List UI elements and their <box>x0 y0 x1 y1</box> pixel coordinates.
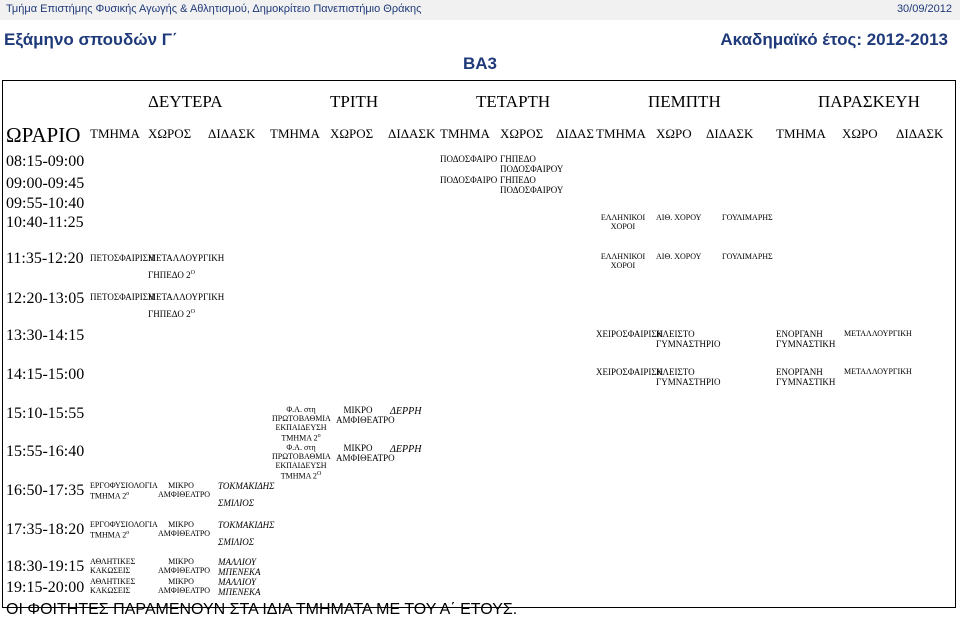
class-room: ΜΙΚΡΟ ΑΜΦΙΘΕΑΤΡΟ <box>158 520 211 538</box>
class-course: ΧΕΙΡΟΣΦΑΙΡΙΣΗ <box>596 329 664 339</box>
class-room: ΜΕΤΑΛΛΟΥΡΓΙΚΗ <box>148 292 225 302</box>
class-room-detail: ΓΗΠΕΔΟ $2^O$ <box>148 270 195 280</box>
time-slot: 14:15-15:00 <box>6 366 85 383</box>
class-room: ΓΗΠΕΔΟ ΠΟΔΟΣΦΑΙΡΟΥ <box>500 154 564 174</box>
day-monday: ΔΕΥΤΕΡΑ <box>148 92 223 111</box>
class-course: ΕΡΓΟΦΥΣΙΟΛΟΓΙΑ ΤΜΗΜΑ $2^o$ <box>90 481 158 501</box>
time-slot: 17:35-18:20 <box>6 521 85 538</box>
time-slot: 09:00-09:45 <box>6 175 85 192</box>
col-mon-room: ΧΩΡΟΣ <box>148 126 192 141</box>
day-friday: ΠΑΡΑΣΚΕΥΗ <box>818 92 920 111</box>
class-course: ΕΛΛΗΝΙΚΟΙ ΧΟΡΟΙ <box>600 213 646 231</box>
top-bar <box>0 0 960 20</box>
time-slot: 15:55-16:40 <box>6 443 85 460</box>
class-room: ΜΙΚΡΟ ΑΜΦΙΘΕΑΤΡΟ <box>158 481 211 499</box>
time-slot: 11:35-12:20 <box>6 250 84 267</box>
time-slot: 19:15-20:00 <box>6 579 85 596</box>
institution-name: Τμήμα Επιστήμης Φυσικής Αγωγής & Αθλητισμού, Δημοκρίτειο Πανεπιστήμιο Θράκης <box>6 3 422 15</box>
academic-year: Ακαδημαϊκό έτος: 2012-2013 <box>720 30 948 49</box>
col-fri-teacher: ΔΙΔΑΣΚ <box>896 126 944 141</box>
group-code: ΒΑ3 <box>462 54 497 73</box>
class-teacher: ΣΜΙΛΙΟΣ <box>218 498 255 508</box>
col-fri-section: ΤΜΗΜΑ <box>776 126 826 141</box>
class-room: ΜΙΚΡΟ ΑΜΦΙΘΕΑΤΡΟ <box>336 443 395 463</box>
class-course: ΕΡΓΟΦΥΣΙΟΛΟΓΙΑ ΤΜΗΜΑ $2^o$ <box>90 520 158 540</box>
class-course: ΕΝΟΡΓΑΝΗ ΓΥΜΝΑΣΤΙΚΗ <box>776 367 836 387</box>
col-fri-room: ΧΩΡΟ <box>842 126 878 141</box>
class-teacher: ΔΕΡΡΗ <box>390 406 422 417</box>
class-room: ΜΕΤΑΛΛΟΥΡΓΙΚΗ <box>844 367 912 376</box>
time-column-header: ΩΡΑΡΙΟ <box>6 123 81 147</box>
class-course: ΠΕΤΟΣΦΑΙΡΙΣΗ <box>90 292 155 302</box>
class-room: ΑΙΘ. ΧΟΡΟΥ <box>656 252 702 261</box>
day-tuesday: ΤΡΙΤΗ <box>330 92 379 111</box>
class-course: ΕΛΛΗΝΙΚΟΙ ΧΟΡΟΙ <box>600 252 646 270</box>
time-slot: 15:10-15:55 <box>6 405 85 422</box>
class-course: ΧΕΙΡΟΣΦΑΙΡΙΣΗ <box>596 367 664 377</box>
time-slot: 13:30-14:15 <box>6 327 85 344</box>
time-slot: 16:50-17:35 <box>6 482 85 499</box>
class-room: ΜΙΚΡΟ ΑΜΦΙΘΕΑΤΡΟ <box>158 577 211 595</box>
col-tue-teacher: ΔΙΔΑΣΚ <box>388 126 436 141</box>
class-room-detail: ΓΗΠΕΔΟ $2^O$ <box>148 309 195 319</box>
class-course: ΠΕΤΟΣΦΑΙΡΙΣΗ <box>90 253 155 263</box>
day-thursday: ΠΕΜΠΤΗ <box>648 92 721 111</box>
class-room: ΚΛΕΙΣΤΟ ΓΥΜΝΑΣΤΗΡΙΟ <box>656 367 721 387</box>
footer-note: ΟΙ ΦΟΙΤΗΤΕΣ ΠΑΡΑΜΕΝΟΥΝ ΣΤΑ ΙΔΙΑ ΤΜΗΜΑΤΑ ΜΕ ΤΟΥ Α΄ ΕΤΟΥΣ. <box>6 601 518 618</box>
col-thu-room: ΧΩΡΟ <box>656 126 692 141</box>
class-teacher: ΓΟΥΛΙΜΑΡΗΣ <box>722 252 773 261</box>
class-course: ΠΟΔΟΣΦΑΙΡΟ <box>440 175 498 185</box>
class-room: ΑΙΘ. ΧΟΡΟΥ <box>656 213 702 222</box>
class-course: ΠΟΔΟΣΦΑΙΡΟ <box>440 154 498 164</box>
col-wed-room: ΧΩΡΟΣ <box>500 126 544 141</box>
col-wed-section: ΤΜΗΜΑ <box>440 126 490 141</box>
time-slot: 08:15-09:00 <box>6 153 85 170</box>
class-teacher: ΜΑΛΛΙΟΥ ΜΠΕΝΕΚΑ <box>218 557 261 577</box>
col-thu-section: ΤΜΗΜΑ <box>596 126 646 141</box>
class-course: ΑΘΛΗΤΙΚΕΣ ΚΑΚΩΣΕΙΣ <box>90 577 136 595</box>
class-course: ΑΘΛΗΤΙΚΕΣ ΚΑΚΩΣΕΙΣ <box>90 557 136 575</box>
class-room: ΜΕΤΑΛΛΟΥΡΓΙΚΗ <box>844 329 912 338</box>
class-teacher: ΔΕΡΡΗ <box>390 444 422 455</box>
class-teacher: ΜΑΛΛΙΟΥ ΜΠΕΝΕΚΑ <box>218 577 261 597</box>
time-slot: 09:55-10:40 <box>6 195 85 212</box>
time-slot: 10:40-11:25 <box>6 214 84 231</box>
col-mon-teacher: ΔΙΔΑΣΚ <box>208 126 256 141</box>
class-teacher: ΓΟΥΛΙΜΑΡΗΣ <box>722 213 773 222</box>
day-wednesday: ΤΕΤΑΡΤΗ <box>476 92 551 111</box>
col-mon-section: ΤΜΗΜΑ <box>90 126 140 141</box>
document-date: 30/09/2012 <box>896 3 952 15</box>
class-room: ΜΕΤΑΛΛΟΥΡΓΙΚΗ <box>148 253 225 263</box>
col-tue-room: ΧΩΡΟΣ <box>330 126 374 141</box>
class-teacher: ΤΟΚΜΑΚΙΔΗΣ <box>218 520 275 530</box>
class-room: ΜΙΚΡΟ ΑΜΦΙΘΕΑΤΡΟ <box>336 405 395 425</box>
class-room: ΓΗΠΕΔΟ ΠΟΔΟΣΦΑΙΡΟΥ <box>500 175 564 195</box>
col-tue-section: ΤΜΗΜΑ <box>270 126 320 141</box>
class-teacher: ΣΜΙΛΙΟΣ <box>218 537 255 547</box>
class-room: ΜΙΚΡΟ ΑΜΦΙΘΕΑΤΡΟ <box>158 557 211 575</box>
class-teacher: ΤΟΚΜΑΚΙΔΗΣ <box>218 481 275 491</box>
class-course: Φ.Α. στη ΠΡΩΤΟΒΑΘΜΙΑ ΕΚΠΑΙΔΕΥΣΗ ΤΜΗΜΑ $2^o$ <box>272 405 331 443</box>
time-slot: 12:20-13:05 <box>6 290 85 307</box>
col-thu-teacher: ΔΙΔΑΣΚ <box>706 126 754 141</box>
class-room: ΚΛΕΙΣΤΟ ΓΥΜΝΑΣΤΗΡΙΟ <box>656 329 721 349</box>
class-course: Φ.Α. στη ΠΡΩΤΟΒΑΘΜΙΑ ΕΚΠΑΙΔΕΥΣΗ ΤΜΗΜΑ $2^O$ <box>272 443 331 481</box>
time-slot: 18:30-19:15 <box>6 558 85 575</box>
col-wed-teacher: ΔΙΔΑΣ <box>556 126 595 141</box>
semester-label: Εξάμηνο σπουδών Γ΄ <box>4 30 178 49</box>
class-course: ΕΝΟΡΓΑΝΗ ΓΥΜΝΑΣΤΙΚΗ <box>776 329 836 349</box>
